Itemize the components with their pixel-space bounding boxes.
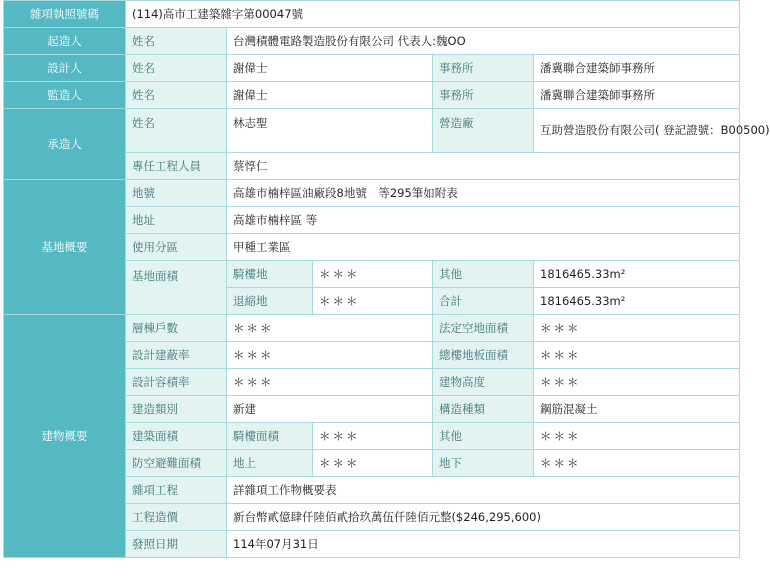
bldg-misc-label: 雜項工程 [126, 477, 227, 504]
row-builder [4, 28, 740, 55]
bldg-open-space: ＊＊＊ [534, 315, 740, 342]
bldg-cost: 新台幣貳億肆仟陸佰貳拾玖萬伍仟陸佰元整($246,295,600) [227, 504, 740, 531]
contractor-name-label: 姓名 [126, 109, 227, 153]
site-other-label: 其他 [433, 261, 534, 288]
contractor-firm-label: 營造廠 [433, 109, 534, 153]
site-section: 基地概要 [4, 180, 126, 315]
bldg-issue-label: 發照日期 [126, 531, 227, 558]
bldg-other-label: 其他 [433, 423, 534, 450]
permit-no-label: 雜項執照號碼 [4, 1, 126, 28]
permit-no-value: (114)高市工建築雜字第00047號 [126, 1, 740, 28]
designer-office: 潘冀聯合建築師事務所 [534, 55, 740, 82]
designer-section: 設計人 [4, 55, 126, 82]
bldg-total-floor: ＊＊＊ [534, 342, 740, 369]
designer-name: 謝偉士 [227, 55, 433, 82]
supervisor-section: 監造人 [4, 82, 126, 109]
contractor-name: 林志聖 [227, 109, 433, 153]
site-lot: 高雄市楠梓區油廠段8地號 等295筆如附表 [227, 180, 740, 207]
row-site-lot [4, 180, 740, 207]
site-setback-label: 退縮地 [227, 288, 313, 315]
site-total: 1816465.33m² [534, 288, 740, 315]
site-other: 1816465.33m² [534, 261, 740, 288]
bldg-arcade-area-label: 騎樓面積 [227, 423, 313, 450]
builder-section: 起造人 [4, 28, 126, 55]
row-supervisor [4, 82, 740, 109]
site-zoning: 甲種工業區 [227, 234, 740, 261]
site-address: 高雄市楠梓區 等 [227, 207, 740, 234]
site-address-label: 地址 [126, 207, 227, 234]
designer-name-label: 姓名 [126, 55, 227, 82]
building-section: 建物概要 [4, 315, 126, 558]
site-arcade-label: 騎樓地 [227, 261, 313, 288]
bldg-built-area-label: 建築面積 [126, 423, 227, 450]
supervisor-office-label: 事務所 [433, 82, 534, 109]
bldg-issue-date: 114年07月31日 [227, 531, 740, 558]
bldg-below: ＊＊＊ [534, 450, 740, 477]
bldg-far: ＊＊＊ [227, 369, 433, 396]
contractor-section: 承造人 [4, 109, 126, 180]
row-bldg-floors [4, 315, 740, 342]
builder-name-label: 姓名 [126, 28, 227, 55]
contractor-firm: 互助營造股份有限公司( 登記證號：B00500) [534, 109, 740, 153]
row-contractor [4, 109, 740, 153]
bldg-height-label: 建物高度 [433, 369, 534, 396]
bldg-misc: 詳雜項工作物概要表 [227, 477, 740, 504]
bldg-type: 新建 [227, 396, 433, 423]
bldg-far-label: 設計容積率 [126, 369, 227, 396]
bldg-floors: ＊＊＊ [227, 315, 433, 342]
bldg-open-space-label: 法定空地面積 [433, 315, 534, 342]
bldg-floors-label: 層棟戶數 [126, 315, 227, 342]
builder-name: 台灣積體電路製造股份有限公司 代表人:魏OO [227, 28, 740, 55]
supervisor-office: 潘冀聯合建築師事務所 [534, 82, 740, 109]
supervisor-name-label: 姓名 [126, 82, 227, 109]
site-area-label: 基地面積 [126, 261, 227, 315]
supervisor-name: 謝偉士 [227, 82, 433, 109]
row-designer [4, 55, 740, 82]
engineer-name: 蔡惇仁 [227, 153, 740, 180]
bldg-below-label: 地下 [433, 450, 534, 477]
designer-office-label: 事務所 [433, 55, 534, 82]
site-lot-label: 地號 [126, 180, 227, 207]
bldg-arcade-area: ＊＊＊ [313, 423, 433, 450]
site-total-label: 合計 [433, 288, 534, 315]
bldg-cost-label: 工程造價 [126, 504, 227, 531]
site-arcade: ＊＊＊ [313, 261, 433, 288]
bldg-total-floor-label: 總樓地板面積 [433, 342, 534, 369]
bldg-other: ＊＊＊ [534, 423, 740, 450]
bldg-shelter-label: 防空避難面積 [126, 450, 227, 477]
bldg-height: ＊＊＊ [534, 369, 740, 396]
bldg-structure: 鋼筋混凝土 [534, 396, 740, 423]
bldg-above-label: 地上 [227, 450, 313, 477]
bldg-above: ＊＊＊ [313, 450, 433, 477]
row-permit-no [4, 1, 740, 28]
bldg-coverage: ＊＊＊ [227, 342, 433, 369]
engineer-label: 專任工程人員 [126, 153, 227, 180]
permit-table [3, 0, 770, 558]
bldg-type-label: 建造類別 [126, 396, 227, 423]
bldg-structure-label: 構造種類 [433, 396, 534, 423]
site-zoning-label: 使用分區 [126, 234, 227, 261]
site-setback: ＊＊＊ [313, 288, 433, 315]
bldg-coverage-label: 設計建蔽率 [126, 342, 227, 369]
